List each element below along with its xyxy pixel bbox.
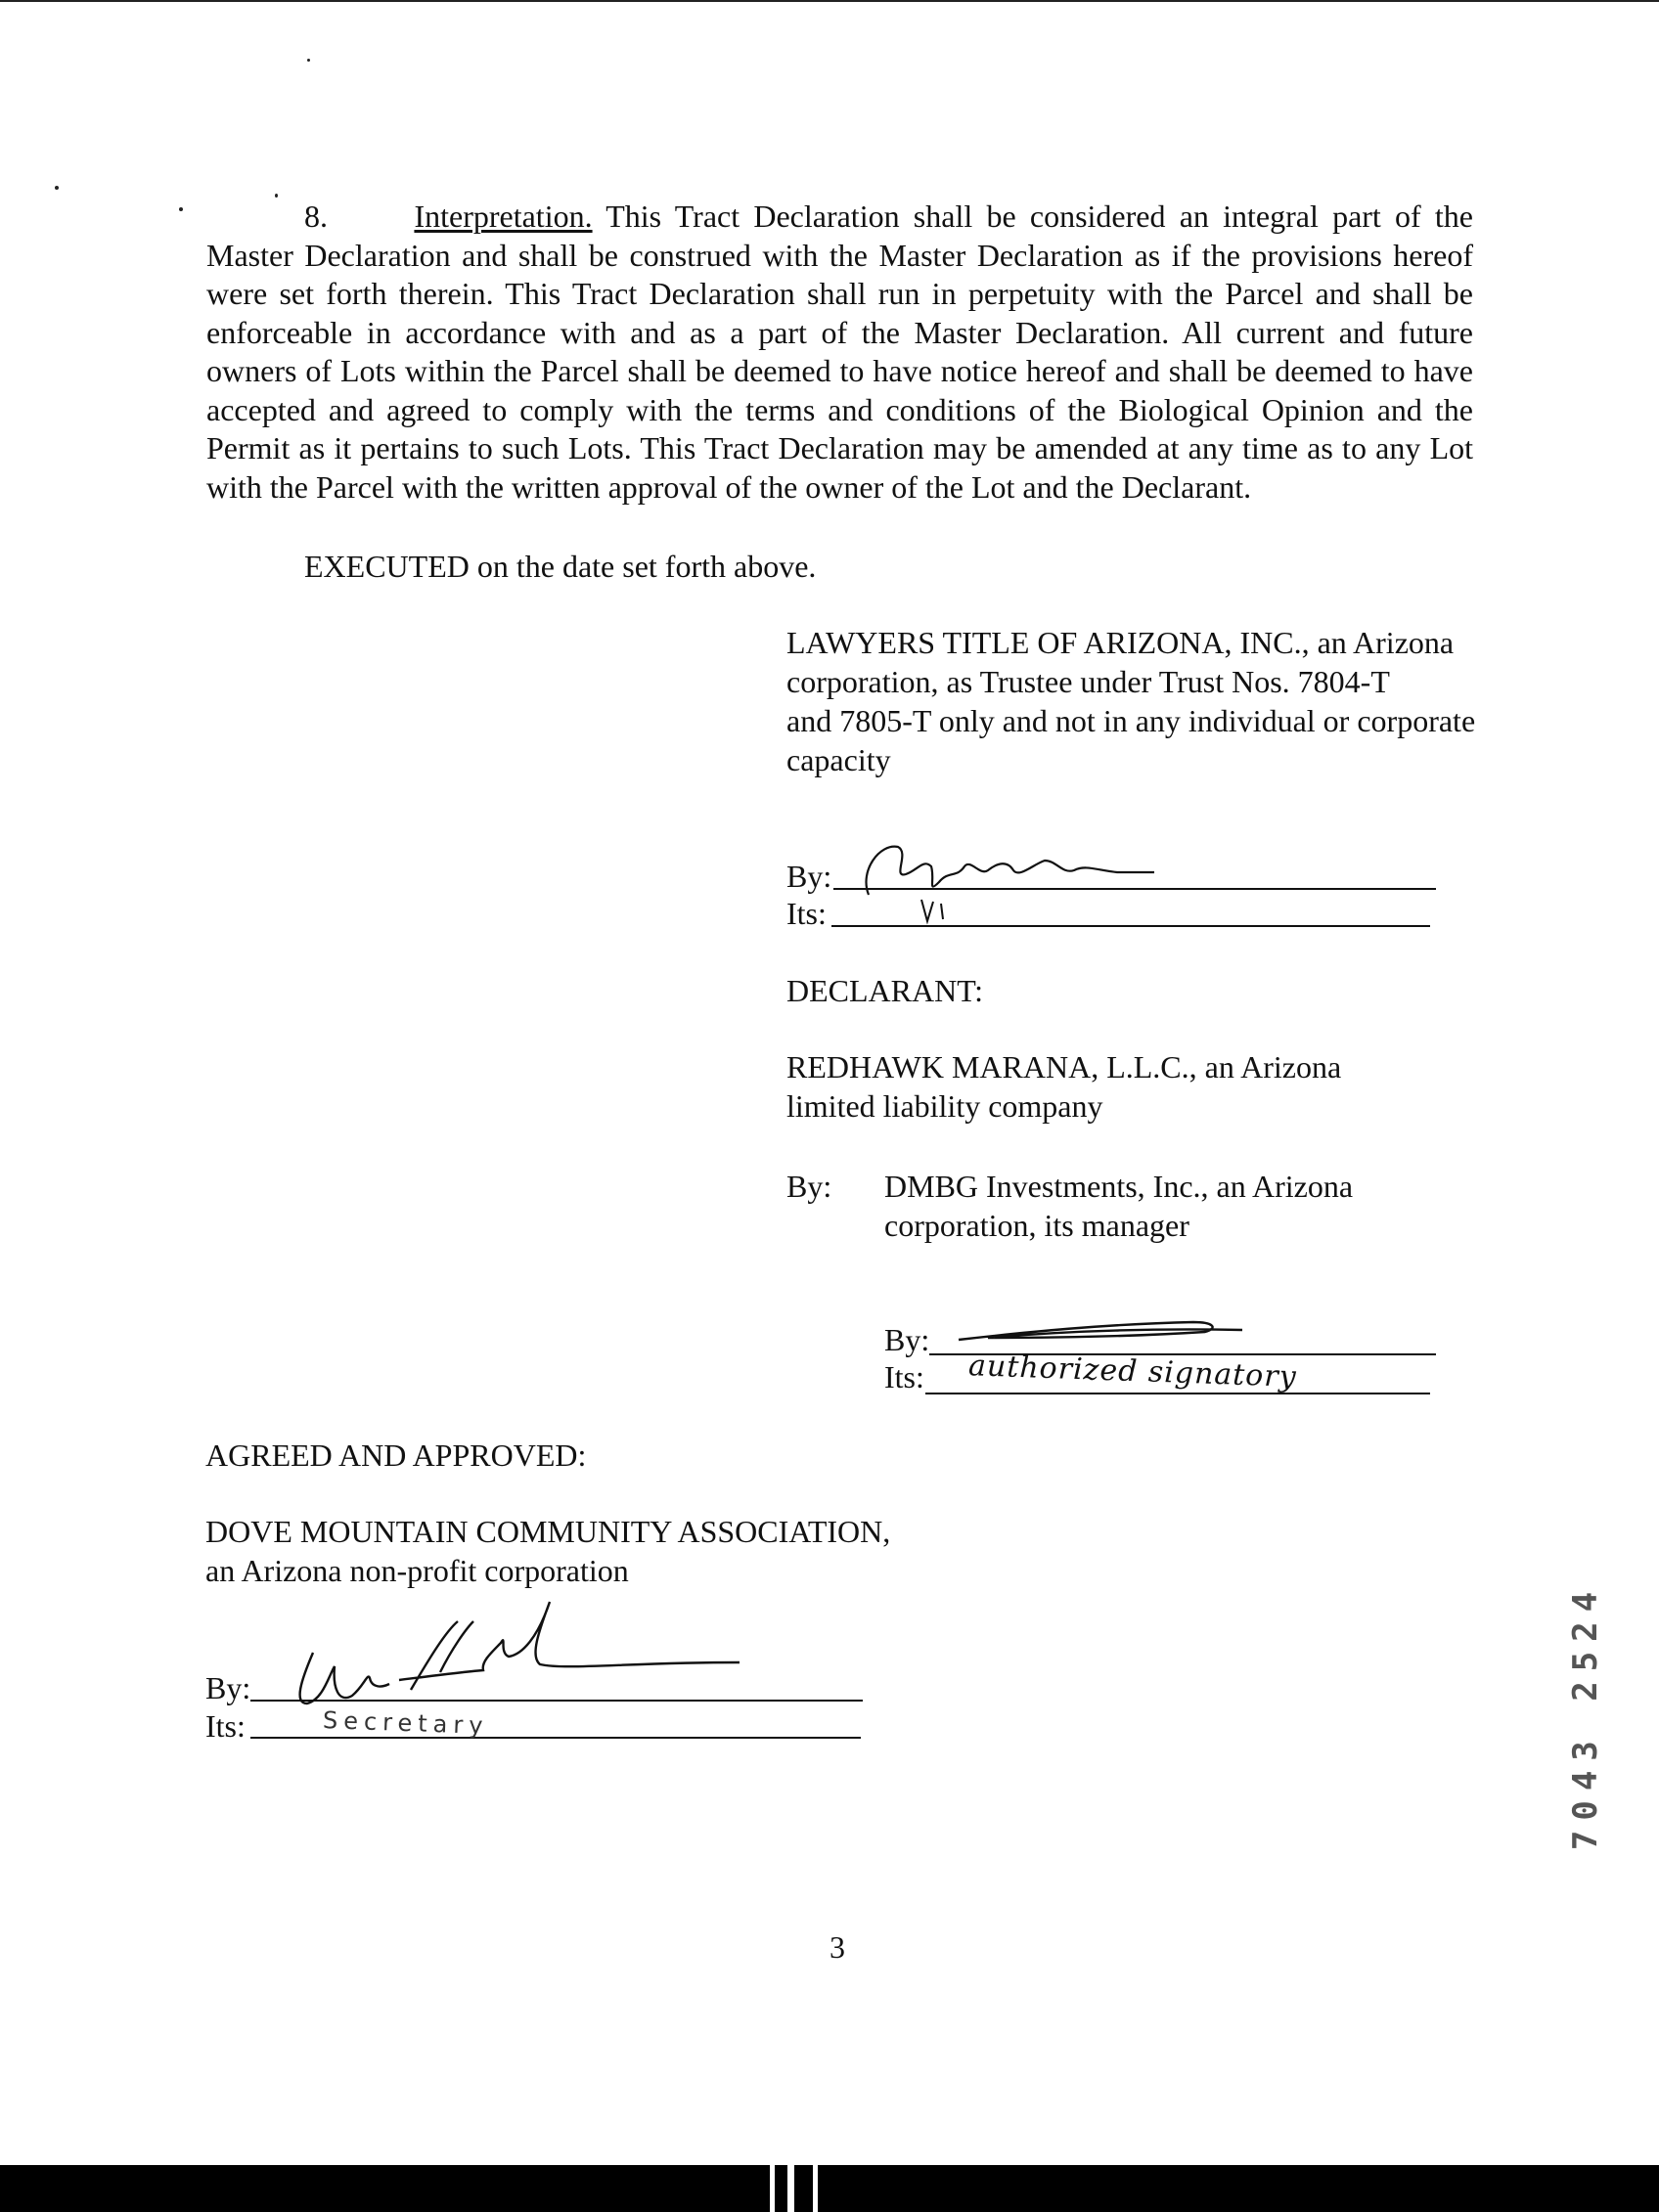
agreed-org [205,1512,890,1590]
recording-stamp [1566,1555,1618,1878]
paragraph-line: Master Declaration and shall be construed with the Master Declaration as if the provisions hereof [206,237,1473,273]
paragraph-line: were set forth therein. This Tract Declaration shall run in perpetuity with the Parcel and shall be [206,276,1473,311]
manager-its-handwritten: authorized signatory [967,1349,1298,1394]
declarant-by-label: By: [786,1169,832,1204]
scan-bottom-bar [0,2165,1659,2212]
declarant-name-line: REDHAWK MARANA, L.L.C., an Arizona [786,1049,1342,1084]
declarant-manager-line: corporation, its manager [884,1208,1189,1243]
manager-its-label: Its: [884,1359,924,1394]
scan-bar-gap [770,2165,775,2212]
agreed-its-handwritten: Secretary [322,1706,489,1740]
trustee-line: corporation, as Trustee under Trust Nos. 7804-T [786,664,1390,699]
paragraph-line: owners of Lots within the Parcel shall be deemed to have notice hereof and shall be deemed to have [206,353,1473,388]
manager-signature [949,1310,1272,1349]
recording-stamp-text: 7043 2524 [1566,1581,1605,1851]
paragraph-first-line-rest: This Tract Declaration shall be considered an integral part of the [605,199,1474,234]
paragraph-last-line: with the Parcel with the written approval of the owner of the Lot and the Declarant. [206,468,1252,505]
agreed-org-line: DOVE MOUNTAIN COMMUNITY ASSOCIATION, [205,1514,891,1549]
scan-speck [307,59,310,62]
paragraph-line: accepted and agreed to comply with the terms and conditions of the Biological Opinion and the [206,391,1473,427]
page-number: 3 [830,1929,845,1965]
scan-speck [179,207,183,211]
declarant-manager [884,1167,1353,1245]
paragraph-line: enforceable in accordance with and as a part of the Master Declaration. All current and future [206,314,1473,350]
agreed-heading: AGREED AND APPROVED: [205,1438,587,1473]
trustee-block [786,623,1475,779]
trustee-line: LAWYERS TITLE OF ARIZONA, INC., an Arizona [786,625,1455,660]
declarant-name-line: limited liability company [786,1088,1103,1124]
trustee-its-label: Its: [786,896,827,931]
agreed-its-label: Its: [205,1708,246,1744]
declarant-manager-line: DMBG Investments, Inc., an Arizona [884,1169,1354,1204]
trustee-by-label: By: [786,859,832,894]
manager-its-line [925,1393,1430,1394]
scan-speck [55,186,59,190]
trustee-line: capacity [786,742,891,777]
declarant-heading: DECLARANT: [786,973,984,1008]
section-number: 8. [304,199,328,234]
agreed-by-label: By: [205,1670,251,1705]
trustee-signature [841,831,1233,929]
agreed-org-line: an Arizona non-profit corporation [205,1553,629,1588]
manager-by-label: By: [884,1322,930,1357]
executed-statement: EXECUTED on the date set forth above. [304,549,817,584]
scan-bar-gap [813,2165,818,2212]
paragraph-first-line [206,198,1473,237]
scan-bar-gap [787,2165,794,2212]
paragraph-line: Permit as it pertains to such Lots. This Tract Declaration may be amended at any time as to any Lot [206,430,1473,465]
trustee-line: and 7805-T only and not in any individual or corporate [786,703,1476,738]
declarant-name [786,1047,1341,1126]
section-heading: Interpretation. [414,199,593,234]
scan-top-border [0,0,1659,2]
section-8-paragraph [206,198,1473,507]
